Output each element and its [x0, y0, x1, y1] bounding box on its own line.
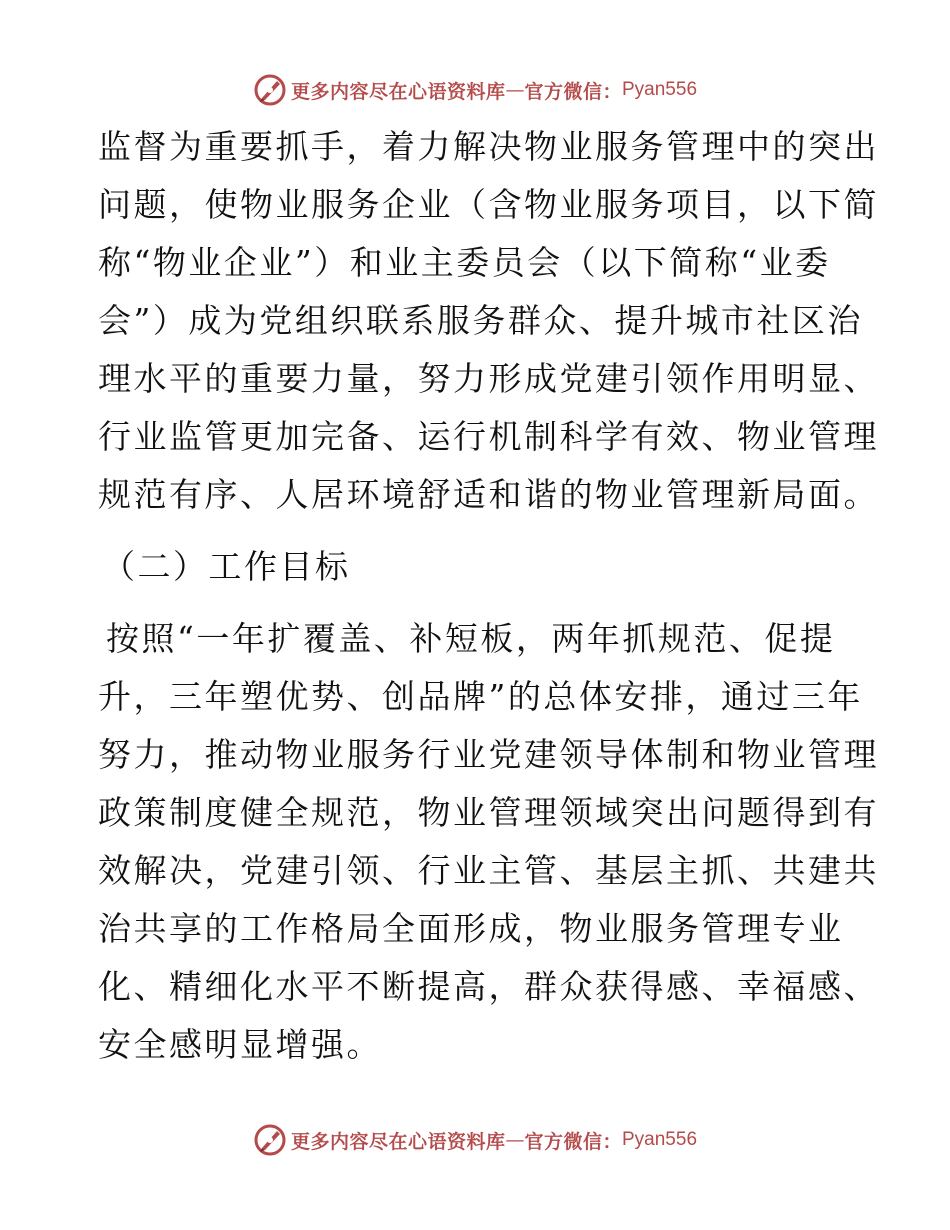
text-line: 效解决，党建引领、行业主管、基层主抓、共建共 — [98, 851, 879, 890]
text-line: 会”）成为党组织联系服务群众、提升城市社区治 — [98, 301, 863, 340]
text-line: 安全感明显增强。 — [98, 1025, 382, 1064]
paragraph-2 — [98, 610, 879, 1074]
banner-account: Pyan556 — [622, 79, 698, 100]
text-line: 理水平的重要力量，努力形成党建引领作用明显、 — [98, 359, 879, 398]
document-body — [98, 118, 879, 1074]
footer-banner — [0, 1120, 950, 1160]
text-line: 规范有序、人居环境舒适和谐的物业管理新局面。 — [98, 475, 879, 514]
text-line: 称“物业企业”）和业主委员会（以下简称“业委 — [98, 243, 831, 282]
banner-account: Pyan556 — [622, 1129, 698, 1150]
text-line: 化、精细化水平不断提高，群众获得感、幸福感、 — [98, 967, 879, 1006]
text-line: 政策制度健全规范，物业管理领域突出问题得到有 — [98, 793, 879, 832]
quill-pen-logo-icon — [253, 1123, 287, 1157]
text-line: 监督为重要抓手，着力解决物业服务管理中的突出 — [98, 127, 879, 166]
text-line: 行业监管更加完备、运行机制科学有效、物业管理 — [98, 417, 879, 456]
quill-pen-logo-icon — [253, 73, 287, 107]
banner-separator: — — [505, 1129, 525, 1151]
banner-separator: — — [505, 79, 525, 101]
text-line: 问题，使物业服务企业（含物业服务项目，以下简 — [98, 185, 879, 224]
text-line: 升，三年塑优势、创品牌”的总体安排，通过三年 — [98, 677, 863, 716]
section-heading: （二）工作目标 — [102, 547, 351, 586]
text-line: 治共享的工作格局全面形成，物业服务管理专业 — [98, 909, 844, 948]
paragraph-1 — [98, 118, 879, 524]
header-banner — [0, 70, 950, 110]
text-line: 努力，推动物业服务行业党建领导体制和物业管理 — [98, 735, 879, 774]
banner-wechat-label: 官方微信： — [524, 80, 622, 103]
banner-title: 更多内容尽在心语资料库 — [290, 80, 506, 103]
text-line: 按照“一年扩覆盖、补短板，两年抓规范、促提 — [106, 619, 836, 658]
banner-wechat-label: 官方微信： — [524, 1130, 622, 1153]
banner-title: 更多内容尽在心语资料库 — [290, 1130, 506, 1153]
